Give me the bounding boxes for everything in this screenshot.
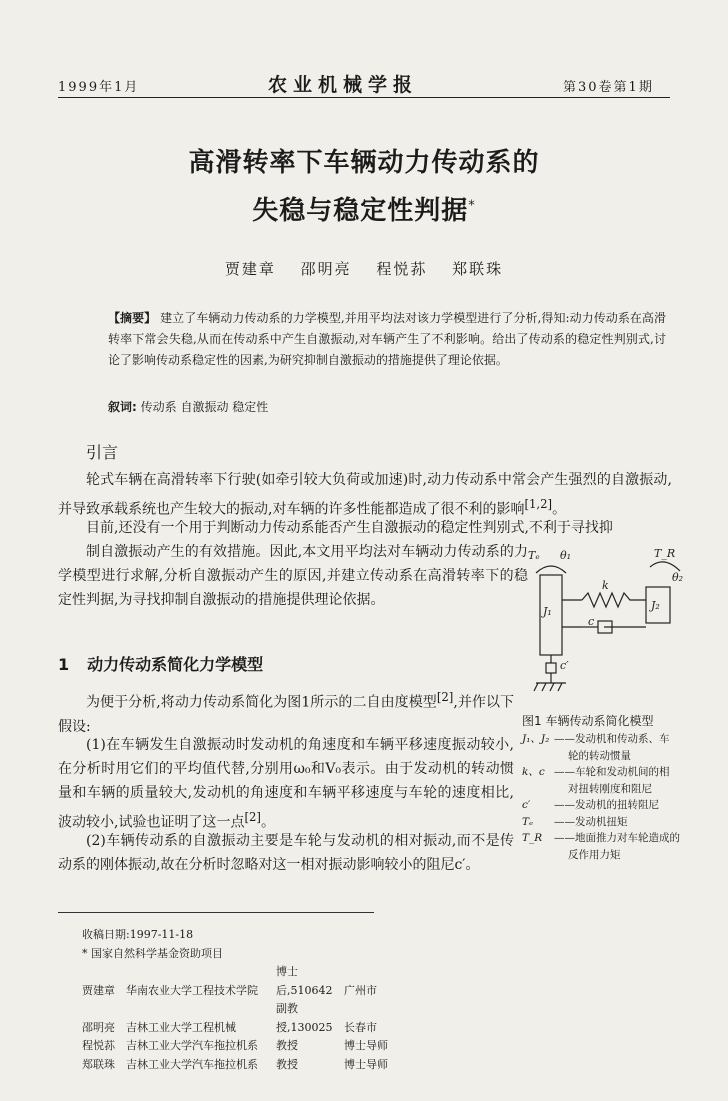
- label-j2: J₂: [651, 599, 660, 612]
- keywords-text: 传动系 自激振动 稳定性: [140, 400, 269, 414]
- label-cprime: c′: [560, 659, 569, 672]
- fund-note: * 国家自然科学基金资助项目: [82, 946, 223, 960]
- label-theta1: θ₁: [560, 549, 572, 562]
- label-k: k: [602, 579, 609, 592]
- citation: [2]: [436, 690, 454, 704]
- title-footnote-mark: *: [468, 198, 476, 214]
- figure-1-drivetrain-model: [522, 545, 712, 705]
- author-list: 贾建章 邵明亮 程悦荪 郑联珠: [224, 260, 504, 278]
- spring-k: [582, 593, 646, 607]
- assumption-1: (1)在车辆发生自激振动时发动机的角速度和车辆平移速度振动较小,在分析时用它们的平均值代替,分别用ω₀和V₀表示。由于发动机的转动惯量和车辆的质量较大,发动机的角速度和车辆平移速度与车轮的速度相比,波动较小,试验也证明了这一点[2]。: [58, 737, 514, 831]
- label-theta2: θ₂: [672, 571, 684, 584]
- figure-1-legend: [522, 731, 718, 863]
- volume-issue: 第30卷第1期: [563, 80, 654, 95]
- issue-date: 1999年1月: [58, 80, 140, 95]
- assumption-2: (2)车辆传动系的自激振动主要是车轮与发动机的相对振动,而不是传动系的刚体振动,故在分析时忽略对这一相对振动影响较小的阻尼c′。: [58, 833, 514, 873]
- legend-item: Tₑ ——发动机扭矩: [522, 815, 628, 828]
- keywords: [108, 398, 268, 415]
- abstract-text: 建立了车辆动力传动系的力学模型,并用平均法对该力学模型进行了分析,得知:动力传动系在高滑转率下常会失稳,从而在传动系中产生自激振动,对车辆产生了不利影响。给出了传动系的稳定性判别式,讨论了影响传动系稳定性的因素,为研究抑制自激振动的措施提供了理论依据。: [108, 311, 666, 367]
- label-tr: T_R: [654, 547, 676, 560]
- keywords-label: 叙词:: [108, 400, 137, 414]
- citation: [2]: [244, 810, 261, 824]
- footnotes: [82, 926, 388, 1074]
- abstract-label: 【摘要】: [108, 311, 157, 325]
- label-te: Tₑ: [528, 549, 540, 562]
- legend-item: k、c ——车轮和发动机间的相 对扭转刚度和阻尼: [522, 766, 670, 795]
- section-heading-1: 1 动力传动系简化力学模型: [58, 655, 264, 674]
- author-affiliation: 贾建章 华南农业大学工程技术学院博士后,510642 广州市: [82, 965, 377, 997]
- legend-item: J₁、J₂ ——发动机和传动系、车 轮的转动惯量: [522, 733, 670, 762]
- label-j1: J₁: [543, 605, 552, 618]
- label-c: c: [588, 615, 595, 628]
- received-date: 收稿日期:1997-11-18: [82, 928, 194, 941]
- damper-cprime: [546, 663, 556, 673]
- intro-paragraph-1: 轮式车辆在高滑转率下行驶(如牵引较大负荷或加速)时,动力传动系中常会产生强烈的自激振动,并导致承载系统也产生较大的振动,对车辆的许多性能都造成了很不利的影响[1,2]。: [58, 472, 672, 518]
- legend-item: c′ ——发动机的扭转阻尼: [522, 799, 659, 811]
- legend-item: T_R ——地面推力对车轮造成的 反作用力矩: [522, 832, 680, 861]
- footnote-rule: [58, 912, 374, 913]
- paper-title-line2: 失稳与稳定性判据*: [252, 196, 476, 226]
- abstract: [108, 308, 666, 371]
- tr-arrow: [650, 562, 680, 571]
- intro-heading: 引言: [86, 443, 119, 462]
- te-arrow: [536, 566, 566, 573]
- author-affiliation: 邵明亮 吉林工业大学工程机械副教授,130025 长春市: [82, 1002, 377, 1034]
- author-affiliation: 程悦荪 吉林工业大学汽车拖拉机系 教授 博士导师: [82, 1039, 388, 1052]
- section1-paragraph-1: 为便于分析,将动力传动系简化为图1所示的二自由度模型[2],并作以下假设:: [58, 690, 515, 735]
- header-rule: [58, 97, 670, 98]
- paper-title-line1: 高滑转率下车辆动力传动系的: [188, 148, 540, 178]
- author-affiliation: 郑联珠 吉林工业大学汽车拖拉机系 教授 博士导师: [82, 1057, 388, 1071]
- journal-name: 农业机械学报: [268, 74, 419, 96]
- intro-paragraph-2: 目前,还没有一个用于判断动力传动系能否产生自激振动的稳定性判别式,不利于寻找抑 制自激振动产生的有效措施。因此,本文用平均法对车辆动力传动系的力学模型进行求解,分析自激振动产生的原因,并建立传动系在高滑转率下的稳定性判据,为寻找抑制自激振动的措施提供理论依据。: [58, 520, 613, 608]
- citation: [1,2]: [524, 497, 553, 511]
- figure-1-caption: 图1 车辆传动系简化模型: [522, 714, 654, 728]
